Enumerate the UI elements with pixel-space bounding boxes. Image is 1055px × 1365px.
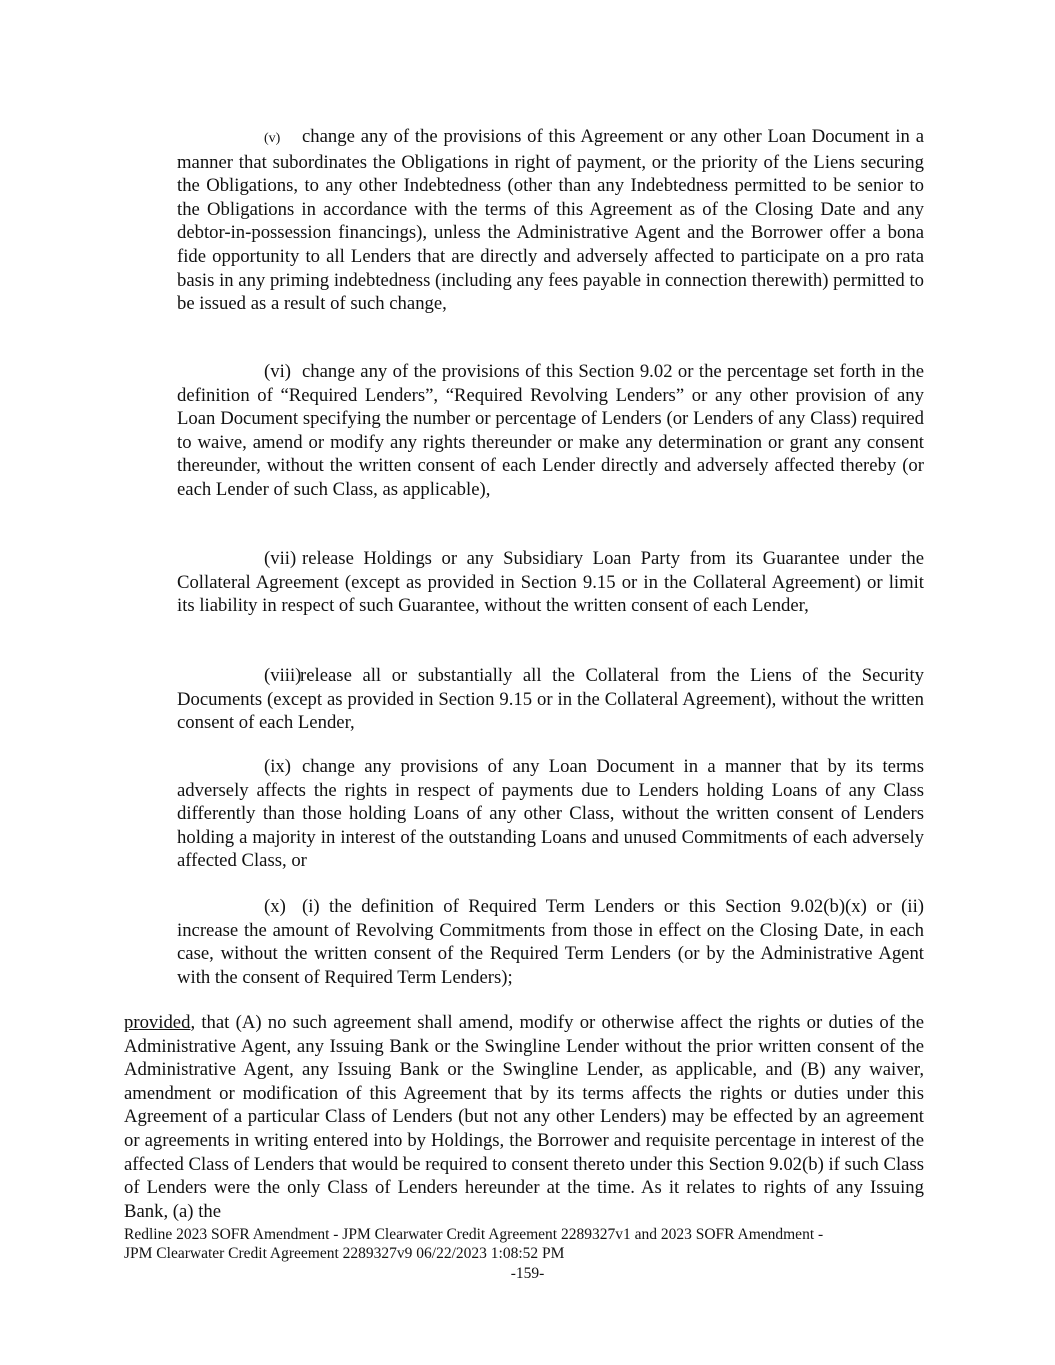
clause-text: change any provisions of any Loan Document in a manner that by its terms adversely affects the rights in respect of payments due to Lenders holding Loans of any Class differently than those holding Loans of any other Class, without the written consent of Lenders holding a majority in interest of the outstanding Loans and unused Commitments of each adversely affected Class, or <box>177 756 924 872</box>
clause-number: (x) <box>264 896 286 917</box>
page-number: -159- <box>510 1265 545 1282</box>
clause-number: (vi) <box>264 361 291 382</box>
clause-number: (vii) <box>264 548 297 569</box>
clause-text: release Holdings or any Subsidiary Loan Party from its Guarantee under the Collateral Agreement (except as provided in Section 9.15 or in the Collateral Agreement) or limit its liability in respect of such Guarantee, without the written consent of each Lender, <box>177 548 924 617</box>
clause-number: (ix) <box>264 756 291 777</box>
clause-number: (v) <box>264 131 281 146</box>
footer-line-2: JPM Clearwater Credit Agreement 2289327v9 06/22/2023 1:08:52 PM <box>124 1245 565 1262</box>
proviso-text: , that (A) no such agreement shall amend, modify or otherwise affect the rights or duties of the Administrative Agent, any Issuing Bank or the Swingline Lender without the prior written consent of the Administrative Agent, any Issuing Bank or the Swingline Lender, as applicable, and (B) any waiver, amendment or modification of this Agreement that by its terms affects the rights or duties under this Agreement of a particular Class of Lenders (but not any other Lenders) may be effected by an agreement or agreements in writing entered into by Holdings, the Borrower and requisite percentage in interest of the affected Class of Lenders that would be required to consent thereto under this Section 9.02(b) if such Class of Lenders were the only Class of Lenders hereunder at the time. As it relates to rights of any Issuing Bank, (a) the <box>124 1012 924 1222</box>
proviso-lead: provided <box>124 1012 191 1033</box>
clause-viii <box>177 664 924 735</box>
clause-number: (viii) <box>264 665 302 686</box>
proviso-paragraph <box>124 1011 924 1223</box>
clause-vi <box>177 360 924 502</box>
clause-text: (i) the definition of Required Term Lenders or this Section 9.02(b)(x) or (ii) increase the amount of Revolving Commitments from those in effect on the Closing Date, in each case, without the written consent of the Required Term Lenders (or by the Administrative Agent with the consent of Required Term Lenders); <box>177 896 924 988</box>
clause-x <box>177 895 924 989</box>
document-footer <box>124 1225 924 1263</box>
clause-text: change any of the provisions of this Section 9.02 or the percentage set forth in the definition of “Required Lenders”, “Required Revolving Lenders” or any other provision of any Loan Document specifying the number or percentage of Lenders (or Lenders of any Class) required to waive, amend or modify any rights thereunder or make any determination or grant any consent thereunder, without the written consent of each Lender directly and adversely affected thereby (or each Lender of such Class, as applicable), <box>177 361 924 500</box>
clause-text: change any of the provisions of this Agreement or any other Loan Document in a manner that subordinates the Obligations in right of payment, or the priority of the Liens securing the Obligations, to any other Indebtedness (other than any Indebtedness permitted to be senior to the Obligations in accordance with the terms of this Agreement as of the Closing Date and any debtor-in-possession financings), unless the Administrative Agent and the Borrower offer a bona fide opportunity to all Lenders that are directly and adversely affected to participate on a pro rata basis in any priming indebtedness (including any fees payable in connection therewith) permitted to be issued as a result of such change, <box>177 126 924 315</box>
clause-text: release all or substantially all the Collateral from the Liens of the Security Documents (except as provided in Section 9.15 or in the Collateral Agreement), without the written consent of each Lender, <box>177 665 924 734</box>
footer-line-1: Redline 2023 SOFR Amendment - JPM Clearwater Credit Agreement 2289327v1 and 2023 SOFR Amendment - <box>124 1226 824 1243</box>
clause-vii <box>177 547 924 618</box>
clause-v <box>177 125 924 316</box>
clause-ix <box>177 755 924 873</box>
